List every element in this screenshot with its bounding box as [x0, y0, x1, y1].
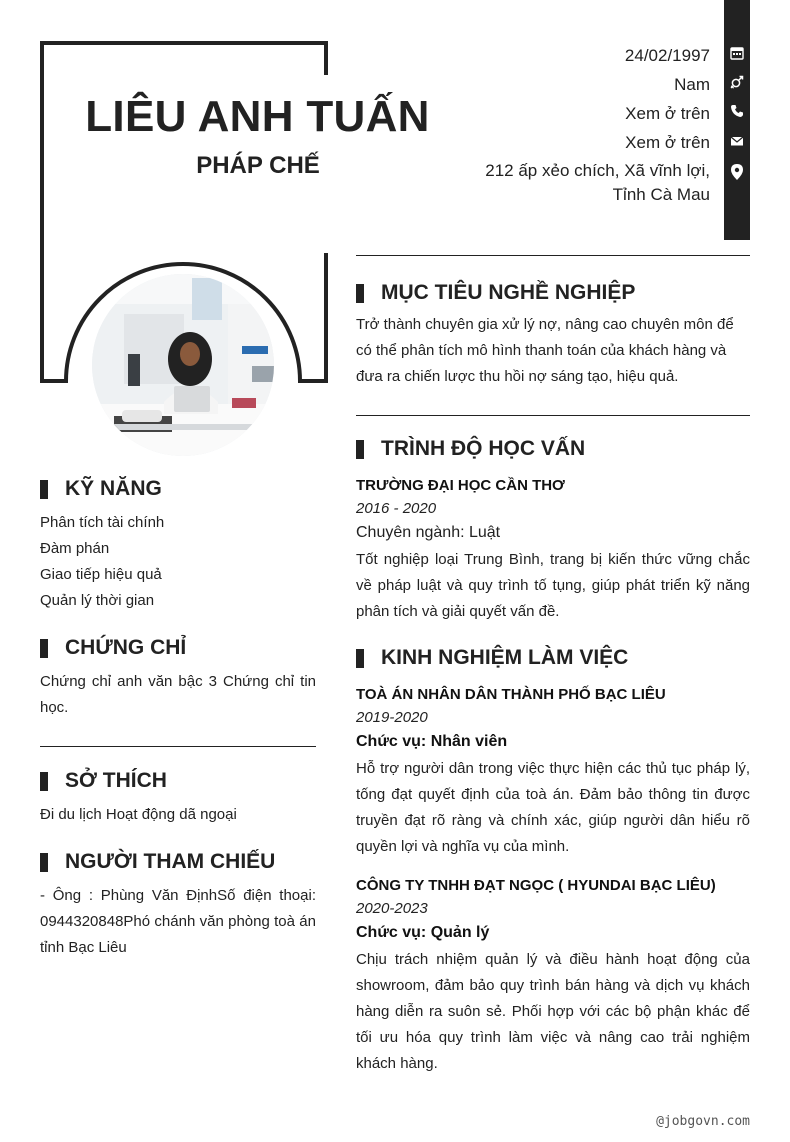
experience-title: KINH NGHIỆM LÀM VIỆC — [381, 646, 629, 669]
heading-bar — [40, 772, 48, 791]
certificates-heading — [40, 636, 186, 660]
heading-bar — [40, 480, 48, 499]
objective-title: MỤC TIÊU NGHỀ NGHIỆP — [381, 281, 636, 304]
hobbies-title: SỞ THÍCH — [65, 769, 167, 792]
heading-bar — [40, 639, 48, 658]
divider — [356, 415, 750, 416]
education-heading — [356, 437, 585, 461]
skills-list — [40, 510, 316, 614]
divider — [356, 255, 750, 256]
education-description: Tốt nghiệp loại Trung Bình, trang bị kiến thức vững chắc về pháp luật và quy trình tố tụng, giúp phát triển kỹ năng phân tích và giải quyết vấn đề. — [356, 551, 750, 620]
skill-item: Đàm phán — [40, 540, 110, 557]
address-line-1: 212 ấp xẻo chích, Xã vĩnh lợi, — [485, 161, 710, 180]
heading-bar — [356, 440, 364, 459]
divider — [40, 746, 316, 747]
experience-heading — [356, 646, 628, 670]
hobbies-heading — [40, 769, 167, 793]
hobbies-text: Đi du lịch Hoạt động dã ngoại — [40, 806, 237, 823]
education-major: Chuyên ngành: Luật — [356, 524, 501, 541]
gender-text: Nam — [674, 75, 710, 94]
watermark: @jobgovn.com — [656, 1114, 750, 1129]
job-description: Hỗ trợ người dân trong việc thực hiện các thủ tục pháp lý, tống đạt quyết định của toà án. Đảm bảo thông tin được truyền đạt rõ ràng và chính xác, giúp người dân hiểu rõ quyền lợi và nghĩa vụ của mình. — [356, 760, 750, 855]
address-line-2: Tỉnh Cà Mau — [612, 185, 710, 204]
skill-item: Quản lý thời gian — [40, 592, 155, 609]
heading-bar — [40, 853, 48, 872]
objective-text: Trở thành chuyên gia xử lý nợ, nâng cao chuyên môn để có thể phân tích mô hình thanh toán của khách hàng và đưa ra chiến lược thu hồi nợ sáng tạo, hiệu quả. — [356, 316, 734, 385]
job-period: 2020-2023 — [356, 900, 428, 917]
company-name: CÔNG TY TNHH ĐẠT NGỌC ( HYUNDAI BẠC LIÊU) — [356, 877, 716, 894]
references-heading — [40, 850, 275, 874]
mail-icon — [730, 134, 744, 148]
job-period: 2019-2020 — [356, 709, 428, 726]
candidate-name: LIÊU ANH TUẤN — [85, 92, 430, 141]
skill-item: Phân tích tài chính — [40, 514, 165, 531]
skills-heading — [40, 477, 162, 501]
heading-bar — [356, 649, 364, 668]
company-name: TOÀ ÁN NHÂN DÂN THÀNH PHỐ BẠC LIÊU — [356, 686, 666, 703]
references-title: NGƯỜI THAM CHIẾU — [65, 850, 276, 873]
heading-bar — [356, 284, 364, 303]
job-title: PHÁP CHẾ — [196, 152, 320, 179]
gender-icon — [730, 75, 744, 89]
skill-item: Giao tiếp hiệu quả — [40, 566, 162, 583]
contact-info — [410, 41, 710, 207]
school-name: TRƯỜNG ĐẠI HỌC CẦN THƠ — [356, 477, 565, 494]
references-text: - Ông : Phùng Văn ĐịnhSố điện thoại: 0944320848Phó chánh văn phòng toà án tỉnh Bạc Liêu — [40, 887, 316, 956]
phone-text: Xem ở trên — [625, 104, 710, 123]
birthday-text: 24/02/1997 — [624, 46, 710, 65]
education-period: 2016 - 2020 — [356, 500, 437, 517]
calendar-icon — [730, 46, 744, 60]
certificates-title: CHỨNG CHỈ — [65, 636, 187, 659]
skills-title: KỸ NĂNG — [65, 477, 162, 500]
phone-icon — [730, 104, 744, 118]
email-text: Xem ở trên — [625, 133, 710, 152]
profile-photo — [92, 274, 274, 456]
job-role: Chức vụ: Quản lý — [356, 924, 490, 941]
objective-heading — [356, 281, 635, 305]
contact-icon-bar — [724, 0, 750, 240]
job-description: Chịu trách nhiệm quản lý và điều hành hoạt động của showroom, đảm bảo quy trình bán hàng và dịch vụ khách hàng diễn ra suôn sẻ. Phối hợp với các bộ phận khác để tối ưu hóa quy trình làm việc và nâng cao trải nghiệm khách hàng. — [356, 951, 750, 1072]
location-icon — [730, 163, 744, 181]
education-title: TRÌNH ĐỘ HỌC VẤN — [381, 437, 586, 460]
certificates-text: Chứng chỉ anh văn bậc 3 Chứng chỉ tin học. — [40, 673, 316, 716]
job-role: Chức vụ: Nhân viên — [356, 733, 508, 750]
